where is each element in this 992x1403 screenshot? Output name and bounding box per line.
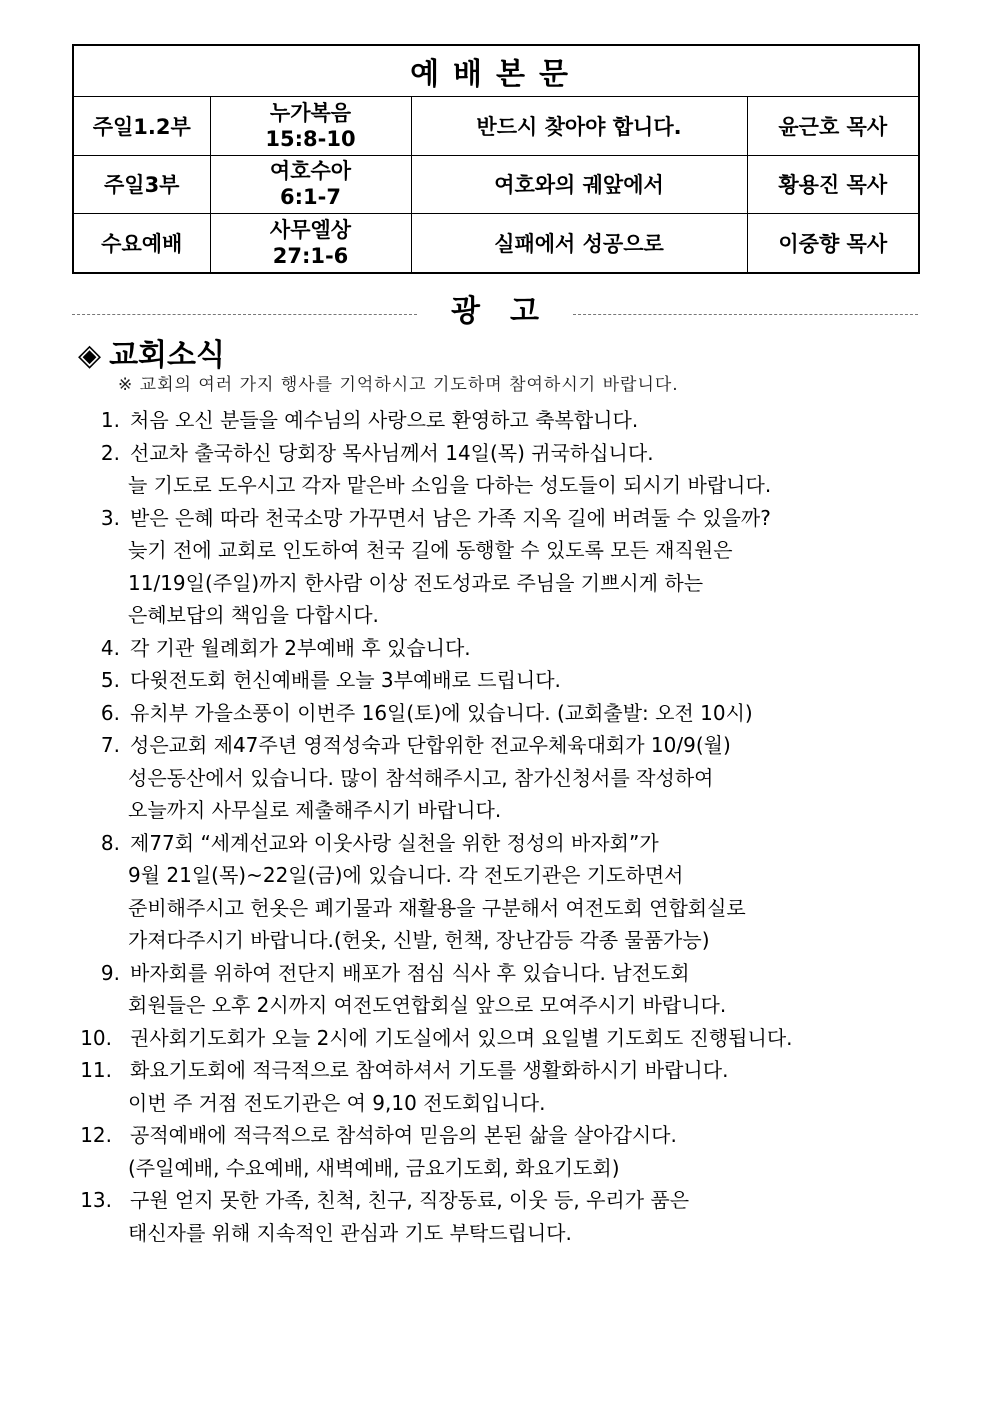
item-line: 다윗전도회 헌신예배를 오늘 3부예배로 드립니다.	[130, 668, 561, 692]
sermon-title: 실패에서 성공으로	[411, 214, 747, 273]
announcement-item	[72, 632, 952, 665]
item-line: 11/19일(주일)까지 한사람 이상 전도성과로 주님을 기쁘시게 하는	[128, 570, 704, 595]
scripture-verse: 6:1-7	[280, 185, 341, 210]
scripture-reference	[210, 214, 411, 273]
item-line: 바자회를 위하여 전단지 배포가 점심 식사 후 있습니다. 남전도회	[130, 960, 690, 985]
item-number: 3.	[100, 505, 120, 530]
scripture-reference	[210, 155, 411, 214]
item-line: 오늘까지 사무실로 제출해주시기 바랍니다.	[128, 798, 502, 822]
announcement-item	[72, 437, 952, 502]
section-note: ※ 교회의 여러 가지 행사를 기억하시고 기도하며 참여하시기 바랍니다.	[118, 375, 679, 395]
announcements-title: 광고	[451, 294, 569, 329]
item-number: 11.	[80, 1058, 112, 1082]
pastor-name: 이중향 목사	[747, 214, 919, 273]
item-number: 1.	[100, 408, 120, 432]
item-line: 성은교회 제47주년 영적성숙과 단합위한 전교우체육대회가 10/9(월)	[130, 733, 731, 757]
announcement-item	[72, 1054, 952, 1119]
item-line: 9월 21일(목)~22일(금)에 있습니다. 각 전도기관은 기도하면서	[128, 863, 684, 887]
item-body	[118, 502, 771, 632]
item-body	[110, 1054, 728, 1119]
announcement-item	[72, 729, 952, 827]
item-line: 선교차 출국하신 당회장 목사님께서 14일(목) 귀국하십니다.	[130, 440, 654, 465]
scripture-verse: 27:1-6	[272, 244, 349, 269]
item-line: 권사회기도회가 오늘 2시에 기도실에서 있으며 요일별 기도회도 진행됩니다.	[130, 1025, 793, 1050]
announcements-header	[72, 286, 918, 329]
scripture-reference	[210, 97, 411, 156]
item-body	[118, 827, 746, 957]
item-number: 9.	[100, 960, 120, 985]
dashed-divider	[573, 314, 918, 315]
item-line: 화요기도회에 적극적으로 참여하셔서 기도를 생활화하시기 바랍니다.	[130, 1058, 729, 1082]
item-line: 가져다주시기 바랍니다.(헌옷, 신발, 헌책, 장난감등 각종 물품가능)	[128, 928, 710, 952]
sermon-row	[73, 155, 919, 214]
item-number: 5.	[100, 668, 120, 692]
service-name: 주일3부	[73, 155, 210, 214]
item-body	[110, 1184, 689, 1249]
item-body	[118, 404, 638, 437]
service-name: 주일1.2부	[73, 97, 210, 156]
item-line: 준비해주시고 헌옷은 폐기물과 재활용을 구분해서 여전도회 연합회실로	[128, 895, 746, 920]
item-number: 7.	[100, 733, 120, 757]
item-number: 10.	[80, 1025, 112, 1050]
item-body	[118, 957, 726, 1022]
pastor-name: 윤근호 목사	[747, 97, 919, 156]
sermon-table-title: 예배본문	[73, 45, 919, 97]
item-number: 12.	[80, 1123, 112, 1147]
item-line: 이번 주 거점 전도기관은 여 9,10 전도회입니다.	[128, 1090, 546, 1115]
section-heading	[78, 330, 225, 374]
item-number: 6.	[100, 700, 120, 725]
pastor-name: 황용진 목사	[747, 155, 919, 214]
item-line: 늦기 전에 교회로 인도하여 천국 길에 동행할 수 있도록 모든 재직원은	[128, 538, 733, 562]
item-number: 2.	[100, 440, 120, 465]
item-line: 처음 오신 분들을 예수님의 사랑으로 환영하고 축복합니다.	[130, 408, 639, 432]
item-line: (주일예배, 수요예배, 새벽예배, 금요기도회, 화요기도회)	[128, 1155, 620, 1180]
diamond-icon: ◈	[78, 338, 102, 373]
item-body	[118, 697, 753, 730]
item-body	[110, 1022, 793, 1055]
announcement-item	[72, 957, 952, 1022]
announcement-item	[72, 664, 952, 697]
announcement-item	[72, 697, 952, 730]
item-line: 공적예배에 적극적으로 참석하여 믿음의 본된 삶을 살아갑시다.	[130, 1123, 677, 1147]
announcement-item	[72, 404, 952, 437]
scripture-book: 누가복음	[269, 100, 352, 125]
item-line: 성은동산에서 있습니다. 많이 참석해주시고, 참가신청서를 작성하여	[128, 765, 714, 790]
scripture-verse: 15:8-10	[265, 126, 356, 151]
sermon-row	[73, 97, 919, 156]
announcement-item	[72, 1022, 952, 1055]
sermon-title: 반드시 찾아야 합니다.	[411, 97, 747, 156]
sermon-row	[73, 214, 919, 273]
announcement-item	[72, 1119, 952, 1184]
announcement-list	[72, 404, 952, 1249]
item-body	[110, 1119, 677, 1184]
scripture-book: 여호수아	[269, 159, 352, 184]
item-line: 은혜보답의 책임을 다합시다.	[128, 603, 379, 627]
announcement-item	[72, 1184, 952, 1249]
section-title: 교회소식	[109, 338, 225, 373]
item-body	[118, 729, 731, 827]
item-body	[118, 437, 771, 502]
item-line: 받은 은혜 따라 천국소망 가꾸면서 남은 가족 지옥 길에 버려둘 수 있을까?	[130, 505, 771, 530]
item-line: 태신자를 위해 지속적인 관심과 기도 부탁드립니다.	[128, 1220, 572, 1245]
item-line: 늘 기도로 도우시고 각자 맡은바 소임을 다하는 성도들이 되시기 바랍니다.	[128, 473, 772, 497]
sermon-title: 여호와의 궤앞에서	[411, 155, 747, 214]
announcement-item	[72, 502, 952, 632]
item-body	[118, 664, 561, 697]
scripture-book: 사무엘상	[269, 218, 352, 243]
item-number: 13.	[80, 1188, 112, 1212]
sermon-table	[72, 44, 920, 274]
item-number: 4.	[100, 635, 120, 660]
item-line: 제77회 “세계선교와 이웃사랑 실천을 위한 정성의 바자회”가	[130, 830, 659, 855]
item-number: 8.	[100, 830, 120, 855]
item-line: 회원들은 오후 2시까지 여전도연합회실 앞으로 모여주시기 바랍니다.	[128, 993, 727, 1017]
item-line: 유치부 가을소풍이 이번주 16일(토)에 있습니다. (교회출발: 오전 10시)	[130, 700, 753, 725]
announcement-item	[72, 827, 952, 957]
item-body	[118, 632, 471, 665]
item-line: 각 기관 월례회가 2부예배 후 있습니다.	[130, 635, 471, 660]
item-line: 구원 얻지 못한 가족, 친척, 친구, 직장동료, 이웃 등, 우리가 품은	[130, 1188, 690, 1212]
service-name: 수요예배	[73, 214, 210, 273]
